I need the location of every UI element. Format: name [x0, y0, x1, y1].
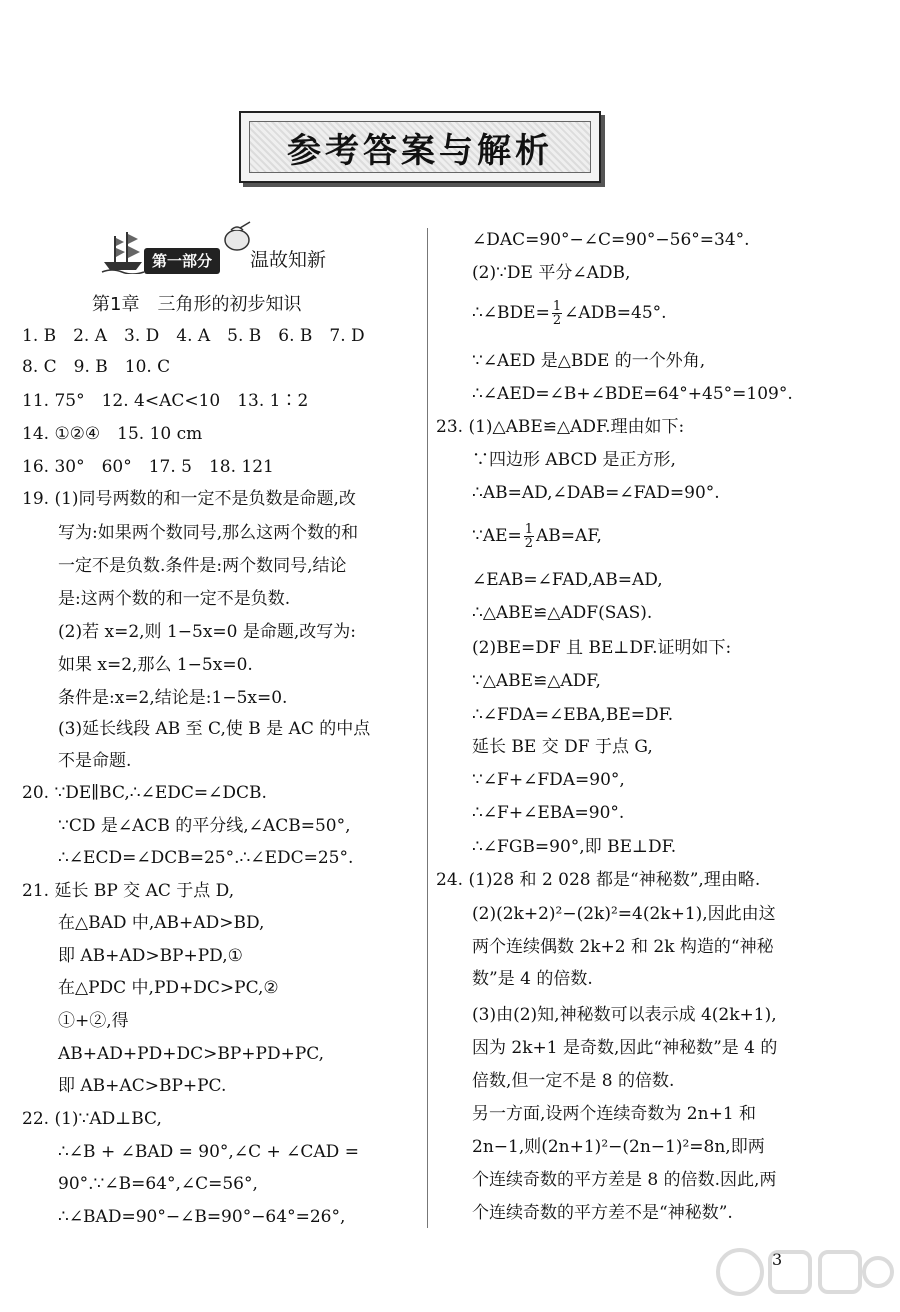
- answer-line: ∴∠F+∠EBA=90°.: [472, 803, 625, 823]
- fraction-denominator: 2: [524, 536, 534, 551]
- answer-line: ∴∠BAD=90°−∠B=90°−64°=26°,: [58, 1207, 346, 1227]
- answer-line: 在△PDC 中,PD+DC>PC,②: [58, 978, 279, 998]
- money-bag-icon: [220, 220, 254, 252]
- answer-line: (3)由(2)知,神秘数可以表示成 4(2k+1),: [472, 1005, 777, 1025]
- fraction: [524, 523, 534, 550]
- part-badge: 第一部分: [144, 248, 220, 274]
- answer-line: ∵CD 是∠ACB 的平分线,∠ACB=50°,: [58, 816, 351, 836]
- answer-line: 20. ∵DE∥BC,∴∠EDC=∠DCB.: [22, 783, 267, 803]
- answer-line: 如果 x=2,那么 1−5x=0.: [58, 655, 253, 675]
- answer-line: 条件是:x=2,结论是:1−5x=0.: [58, 688, 288, 708]
- answer-line: 23. (1)△ABE≌△ADF.理由如下:: [436, 417, 685, 437]
- fraction-numerator: 1: [524, 522, 534, 537]
- watermark-logo-icon: [710, 1234, 895, 1312]
- answer-line: 两个连续偶数 2k+2 和 2k 构造的“神秘: [472, 937, 774, 957]
- title-banner: [239, 111, 601, 183]
- sailing-ship-icon: [100, 228, 146, 274]
- answer-line-fraction: [472, 300, 667, 334]
- answer-line: (2)∵DE 平分∠ADB,: [472, 263, 631, 283]
- fraction-prefix: ∵AE=: [472, 526, 522, 546]
- answer-line: ∠EAB=∠FAD,AB=AD,: [472, 570, 663, 590]
- answer-line: AB+AD+PD+DC>BP+PD+PC,: [58, 1044, 325, 1064]
- answer-line: 倍数,但一定不是 8 的倍数.: [472, 1071, 675, 1091]
- answer-line: 延长 BE 交 DF 于点 G,: [472, 737, 653, 757]
- answer-line: 一定不是负数.条件是:两个数同号,结论: [58, 556, 347, 576]
- answer-line: ∠DAC=90°−∠C=90°−56°=34°.: [472, 230, 750, 250]
- answer-line: 24. (1)28 和 2 028 都是“神秘数”,理由略.: [436, 870, 761, 890]
- answer-line: ∴AB=AD,∠DAB=∠FAD=90°.: [472, 483, 720, 503]
- answer-line: (2)(2k+2)²−(2k)²=4(2k+1),因此由这: [472, 904, 776, 924]
- fraction: [552, 300, 562, 327]
- answer-line: ∵∠AED 是△BDE 的一个外角,: [472, 351, 706, 371]
- answer-line: ∵△ABE≌△ADF,: [472, 671, 601, 691]
- answer-line: (2)BE=DF 且 BE⊥DF.证明如下:: [472, 638, 732, 658]
- answer-line: 即 AB+AC>BP+PC.: [58, 1076, 227, 1096]
- answer-line: (3)延长线段 AB 至 C,使 B 是 AC 的中点: [58, 719, 371, 739]
- answer-line: 22. (1)∵AD⊥BC,: [22, 1109, 162, 1129]
- answer-line: ∴△ABE≌△ADF(SAS).: [472, 603, 653, 623]
- chapter-title: 第1章 三角形的初步知识: [92, 294, 302, 315]
- answer-line: 在△BAD 中,AB+AD>BD,: [58, 913, 265, 933]
- fraction-denominator: 2: [552, 313, 562, 328]
- answer-line: ∴∠B + ∠BAD = 90°,∠C + ∠CAD =: [58, 1142, 359, 1162]
- answer-line: ∴∠FGB=90°,即 BE⊥DF.: [472, 837, 677, 857]
- title-banner-inner: [249, 121, 591, 173]
- answer-line: 是:这两个数的和一定不是负数.: [58, 589, 291, 609]
- fraction-suffix: AB=AF,: [536, 526, 602, 546]
- answer-line: 不是命题.: [58, 751, 132, 771]
- page-number: 3: [772, 1250, 783, 1269]
- answer-line: (2)若 x=2,则 1−5x=0 是命题,改写为:: [58, 622, 356, 642]
- answer-line: 19. (1)同号两数的和一定不是负数是命题,改: [22, 489, 356, 509]
- answer-line: 21. 延长 BP 交 AC 于点 D,: [22, 881, 235, 901]
- answer-line: 数”是 4 的倍数.: [472, 969, 593, 989]
- fraction-prefix: ∴∠BDE=: [472, 303, 550, 323]
- fraction-numerator: 1: [552, 299, 562, 314]
- answer-line: 16. 30° 60° 17. 5 18. 121: [22, 457, 274, 477]
- answer-line: 1. B 2. A 3. D 4. A 5. B 6. B 7. D: [22, 326, 365, 346]
- column-divider: [427, 228, 428, 1228]
- answer-line: 2n−1,则(2n+1)²−(2n−1)²=8n,即两: [472, 1137, 765, 1157]
- answer-line: ∴∠ECD=∠DCB=25°.∴∠EDC=25°.: [58, 848, 354, 868]
- answer-line: 8. C 9. B 10. C: [22, 357, 171, 377]
- answer-line: 个连续奇数的平方差不是“神秘数”.: [472, 1203, 733, 1223]
- answer-line: ∵∠F+∠FDA=90°,: [472, 770, 625, 790]
- answer-line: ∴∠FDA=∠EBA,BE=DF.: [472, 705, 674, 725]
- answer-line: 14. ①②④ 15. 10 cm: [22, 424, 203, 444]
- answer-line: 即 AB+AD>BP+PD,①: [58, 946, 243, 966]
- answer-line: ∴∠AED=∠B+∠BDE=64°+45°=109°.: [472, 384, 793, 404]
- answer-line: 另一方面,设两个连续奇数为 2n+1 和: [472, 1104, 757, 1124]
- answer-line: 因为 2k+1 是奇数,因此“神秘数”是 4 的: [472, 1038, 778, 1058]
- page-title: 参考答案与解析: [287, 130, 553, 171]
- answer-line-fraction: [472, 523, 602, 557]
- answer-line: 写为:如果两个数同号,那么这两个数的和: [58, 523, 359, 543]
- answer-line: ①+②,得: [58, 1011, 129, 1031]
- fraction-suffix: ∠ADB=45°.: [564, 303, 667, 323]
- answer-line: ∵四边形 ABCD 是正方形,: [472, 450, 676, 470]
- part-title: 温故知新: [250, 249, 327, 271]
- part-header: [100, 228, 360, 278]
- answer-line: 11. 75° 12. 4<AC<10 13. 1∶2: [22, 391, 309, 411]
- answer-line: 90°.∵∠B=64°,∠C=56°,: [58, 1174, 258, 1194]
- answer-line: 个连续奇数的平方差是 8 的倍数.因此,两: [472, 1170, 777, 1190]
